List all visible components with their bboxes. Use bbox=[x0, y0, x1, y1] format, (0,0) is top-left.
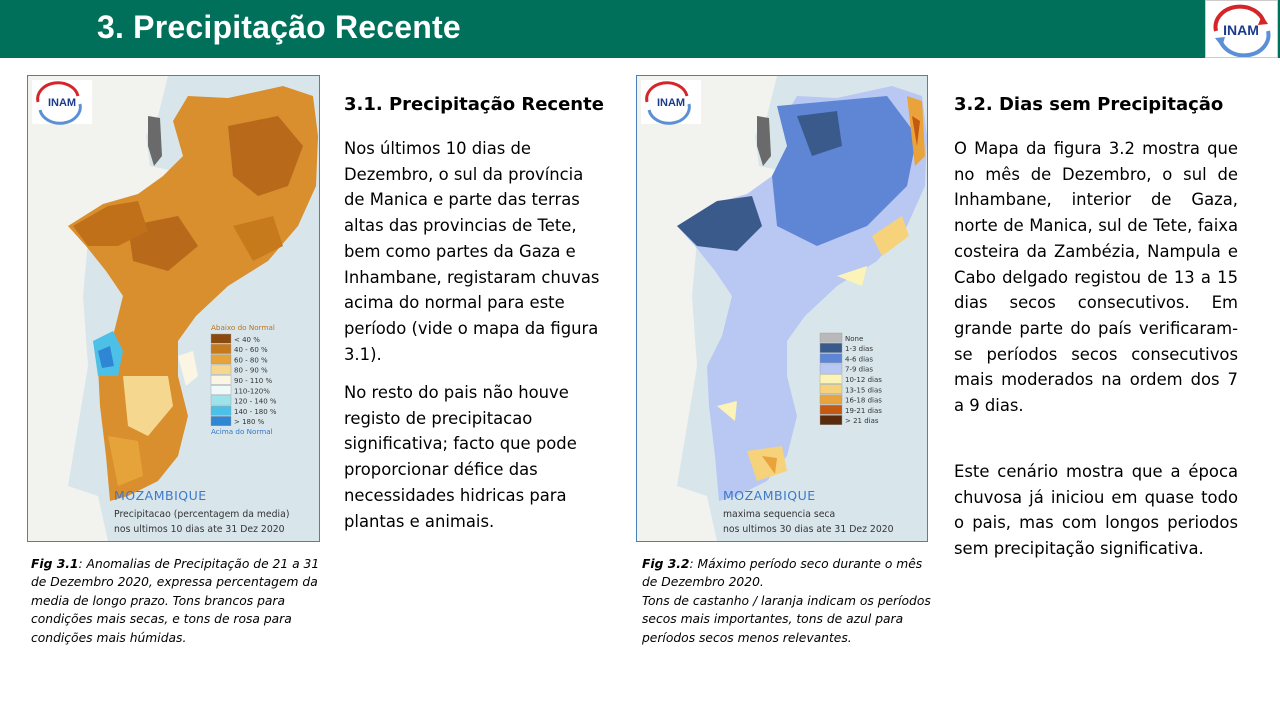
map1-legend-swatch bbox=[211, 416, 231, 425]
section2-paragraph1: O Mapa da figura 3.2 mostra que no mês de Dezembro, o sul de Inhambane, interior de Gaza, norte de Manica, sul de Tete, faixa costeira da Zambézia, Nampula e Cabo delgado registou de 13 a 15 dias secos consecutivos. Em grande parte do país verificaram-se períodos secos consecutivos mais moderados na ordem dos 7 a 9 dias. bbox=[954, 139, 1238, 416]
map2-subtitle-line1: maxima sequencia seca bbox=[723, 509, 836, 520]
map1-legend-label: 60 - 80 % bbox=[234, 356, 268, 365]
figure-caption-2 bbox=[642, 555, 932, 647]
section1-paragraph1: Nos últimos 10 dias de Dezembro, o sul da província de Manica e parte das terras altas das provincias de Tete, bem como partes da Gaza e Inhambane, registaram chuvas acima do normal para este período (vide o mapa da figura 3.1). bbox=[344, 139, 600, 364]
map2-legend-label: 19-21 dias bbox=[845, 406, 882, 415]
dry-spell-map bbox=[636, 75, 928, 542]
inam-logo bbox=[1205, 0, 1278, 58]
map1-legend-label: 110-120% bbox=[234, 387, 270, 396]
map1-legend bbox=[211, 334, 277, 426]
map2-legend bbox=[820, 333, 882, 425]
caption2-prefix: Fig 3.2 bbox=[642, 557, 690, 571]
map1-subtitle-line2: nos ultimos 10 dias ate 31 Dez 2020 bbox=[114, 524, 285, 535]
map1-legend-title: Abaixo do Normal bbox=[211, 323, 275, 332]
page-title: 3. Precipitação Recente bbox=[97, 9, 461, 45]
map1-legend-label: 120 - 140 % bbox=[234, 397, 277, 406]
map2-legend-label: 4-6 dias bbox=[845, 355, 873, 364]
caption1-text: : Anomalias de Precipitação de 21 a 31 de Dezembro 2020, expressa percentagem da media de longo prazo. Tons brancos para condições mais secas, e tons de rosa para condições mais húmidas. bbox=[31, 557, 320, 645]
map2-legend-label: 10-12 dias bbox=[845, 376, 882, 384]
map1-logo-text: INAM bbox=[47, 97, 77, 109]
map2-legend-label: 16-18 dias bbox=[845, 396, 882, 405]
map1-legend-swatch bbox=[211, 365, 231, 374]
map1-country-label: MOZAMBIQUE bbox=[114, 488, 207, 503]
caption2-text2: Tons de castanho / laranja indicam os períodos secos mais importantes, tons de azul para períodos secos menos relevantes. bbox=[642, 593, 931, 645]
map2-legend-swatch bbox=[820, 415, 842, 424]
map2-legend-label: > 21 dias bbox=[845, 417, 879, 426]
map2-legend-swatch bbox=[820, 333, 842, 342]
section2-paragraph2: Este cenário mostra que a época chuvosa já iniciou em quase todo o pais, mas com longos periodos sem precipitação significativa. bbox=[954, 462, 1238, 559]
map1-legend-swatch bbox=[211, 406, 231, 415]
map2-legend-swatch bbox=[820, 374, 842, 383]
map2-legend-swatch bbox=[820, 385, 842, 394]
section1-paragraph2: No resto do pais não houve registo de precipitacao significativa; facto que pode proporcionar défice das necessidades hidricas para plantas e animais. bbox=[344, 383, 577, 531]
map2-legend-swatch bbox=[820, 395, 842, 404]
lake-malawi bbox=[148, 116, 162, 166]
section2-title: 3.2. Dias sem Precipitação bbox=[954, 94, 1224, 115]
map1-legend-label: 40 - 60 % bbox=[234, 346, 268, 355]
map2-legend-swatch bbox=[820, 354, 842, 363]
map1-legend-swatch bbox=[211, 375, 231, 384]
map2-legend-label: 7-9 dias bbox=[845, 365, 873, 374]
map1-legend-swatch bbox=[211, 396, 231, 405]
logo-text: INAM bbox=[1223, 22, 1259, 38]
map1-legend-footer: Acima do Normal bbox=[211, 427, 273, 436]
caption1-prefix: Fig 3.1 bbox=[31, 557, 79, 571]
map2-legend-swatch bbox=[820, 364, 842, 373]
map1-legend-label: < 40 % bbox=[234, 335, 260, 344]
map2-subtitle-line2: nos ultimos 30 dias ate 31 Dez 2020 bbox=[723, 524, 894, 535]
map1-legend-swatch bbox=[211, 386, 231, 395]
map2-country-label: MOZAMBIQUE bbox=[723, 488, 816, 503]
map1-legend-label: > 180 % bbox=[234, 418, 265, 427]
map2-legend-swatch bbox=[820, 405, 842, 414]
caption2-text: : Máximo período seco durante o mês de Dezembro 2020. bbox=[642, 557, 923, 590]
map2-legend-label: 13-15 dias bbox=[845, 386, 882, 395]
map1-legend-label: 90 - 110 % bbox=[234, 377, 273, 385]
map2-legend-label: 1-3 dias bbox=[845, 345, 873, 354]
map2-legend-swatch bbox=[820, 343, 842, 352]
map1-legend-label: 140 - 180 % bbox=[234, 407, 277, 416]
map2-logo-text: INAM bbox=[656, 97, 686, 109]
precipitation-anomaly-map bbox=[27, 75, 320, 542]
map1-legend-swatch bbox=[211, 355, 231, 364]
figure-caption-1 bbox=[31, 555, 321, 647]
header-bar bbox=[0, 0, 1280, 58]
map1-legend-swatch bbox=[211, 334, 231, 343]
map1-subtitle-line1: Precipitacao (percentagem da media) bbox=[114, 509, 290, 520]
section1-title: 3.1. Precipitação Recente bbox=[344, 94, 604, 115]
map1-legend-swatch bbox=[211, 344, 231, 353]
map1-legend-label: 80 - 90 % bbox=[234, 366, 268, 375]
map2-legend-label: None bbox=[845, 334, 864, 343]
